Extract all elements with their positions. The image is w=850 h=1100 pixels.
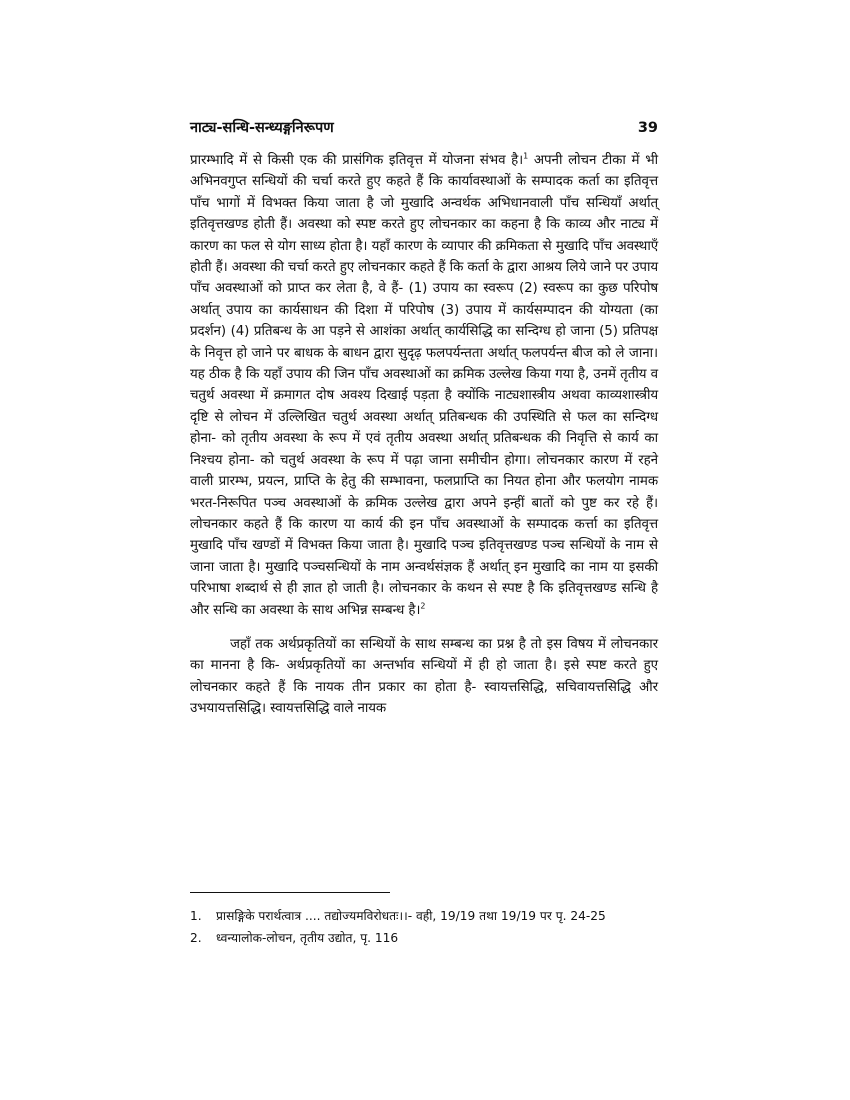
footnote-text: प्रासङ्गिके परार्थत्वात्र .... तद्योज्यमविरोधतः।।- वही, 19/19 तथा 19/19 पर पृ. 24-25: [216, 909, 606, 923]
footnote-ref-2: 2: [420, 601, 426, 611]
footnote-number: 2.: [190, 931, 202, 945]
footnote-divider: [190, 892, 390, 893]
page-number: 39: [637, 120, 658, 136]
running-header: [190, 117, 658, 137]
footnotes: [190, 905, 658, 949]
footnote-text: ध्वन्यालोक-लोचन, तृतीय उद्योत, पृ. 116: [216, 931, 399, 945]
paragraph-1: [190, 150, 658, 621]
main-text: [190, 150, 658, 720]
footnote-ref-1: 1: [523, 151, 529, 161]
paragraph-1-start: प्रारम्भादि में से किसी एक की प्रासंगिक इतिवृत्त में योजना संभव है।: [190, 153, 524, 168]
paragraph-1-rest: अपनी लोचन टीका में भी अभिनवगुप्त सन्धियों की चर्चा करते हुए कहते हैं कि कार्यावस्थाओं के सम्पादक कर्ता का इतिवृत्त पाँच भागों में विभक्त किया जाता है जो मुखादि अन्वर्थक अभिधानवाली पाँच सन्धियाँ अर्थात् इतिवृत्तखण्ड होती हैं। अवस्था को स्पष्ट करते हुए लोचनकार का कहना है कि काव्य और नाट्य में कारण का फल से योग साध्य होता है। यहाँ कारण के व्यापार की क्रमिकता से मुखादि पाँच अवस्थाएँ होती हैं। अवस्था की चर्चा करते हुए लोचनकार कहते हैं कि कर्ता के द्वारा आश्रय लिये जाने पर उपाय पाँच अवस्थाओं को प्राप्त कर लेता है, वे हैं- (1) उपाय का स्वरूप (2) स्वरूप का कुछ परिपोष अर्थात् उपाय का कार्यसाधन की दिशा में परिपोष (3) उपाय में कार्यसम्पादन की योग्यता (का प्रदर्शन) (4) प्रतिबन्ध के आ पड़ने से आशंका अर्थात् कार्यसिद्धि का सन्दिग्ध हो जाना (5) प्रतिपक्ष के निवृत्त हो जाने पर बाधक के बाधन द्वारा सुदृढ़ फलपर्यन्तता अर्थात् फलपर्यन्त बीज को ले जाना। यह ठीक है कि यहाँ उपाय की जिन पाँच अवस्थाओं का क्रमिक उल्लेख किया गया है, उनमें तृतीय व चतुर्थ अवस्था में क्रमागत दोष अवश्य दिखाई पड़ता है क्योंकि नाट्यशास्त्रीय अथवा काव्यशास्त्रीय दृष्टि से लोचन में उल्लिखित चतुर्थ अवस्था अर्थात् प्रतिबन्धक की उपस्थिति से फल का सन्दिग्ध होना- को तृतीय अवस्था के रूप में एवं तृतीय अवस्था अर्थात् प्रतिबन्धक की निवृत्ति से कार्य का निश्चय होना- को चतुर्थ अवस्था के रूप में पढ़ा जाना समीचीन होगा। लोचनकार कारण में रहने वाली प्रारम्भ, प्रयत्न, प्राप्ति के हेतु की सम्भावना, फलप्राप्ति का नियत होना और फलयोग नामक भरत-निरूपित पञ्च अवस्थाओं के क्रमिक उल्लेख द्वारा अपने इन्हीं बातों को पुष्ट कर रहे हैं। लोचनकार कहते हैं कि कारण या कार्य की इन पाँच अवस्थाओं के सम्पादक कर्त्ता का इतिवृत्त मुखादि पाँच खण्डों में विभक्त किया जाता है। मुखादि पञ्च इतिवृत्तखण्ड पञ्च सन्धियों के नाम से जाना जाता है। मुखादि पञ्चसन्धियों के नाम अन्वर्थसंज्ञक हैं अर्थात् इन मुखादि का नाम या इसकी परिभाषा शब्दार्थ से ही ज्ञात हो जाती है। लोचनकार के कथन से स्पष्ट है कि इतिवृत्तखण्ड सन्धि है और सन्धि का अवस्था के साथ अभिन्न सम्बन्ध है।: [190, 153, 658, 618]
footnote-item: [190, 927, 658, 949]
footnote-number: 1.: [190, 909, 202, 923]
paragraph-2: जहाँ तक अर्थप्रकृतियों का सन्धियों के साथ सम्बन्ध का प्रश्न है तो इस विषय में लोचनकार का मानना है कि- अर्थप्रकृतियों का अन्तर्भाव सन्धियों में ही हो जाता है। इसे स्पष्ट करते हुए लोचनकार कहते हैं कि नायक तीन प्रकार का होता है- स्वायत्तसिद्धि, सचिवायत्तसिद्धि और उभयायत्तसिद्धि। स्वायत्तसिद्धि वाले नायक: [190, 636, 658, 717]
chapter-title: नाट्य-सन्धि-सन्ध्यङ्गनिरूपण: [190, 120, 334, 136]
footnote-item: [190, 905, 658, 927]
